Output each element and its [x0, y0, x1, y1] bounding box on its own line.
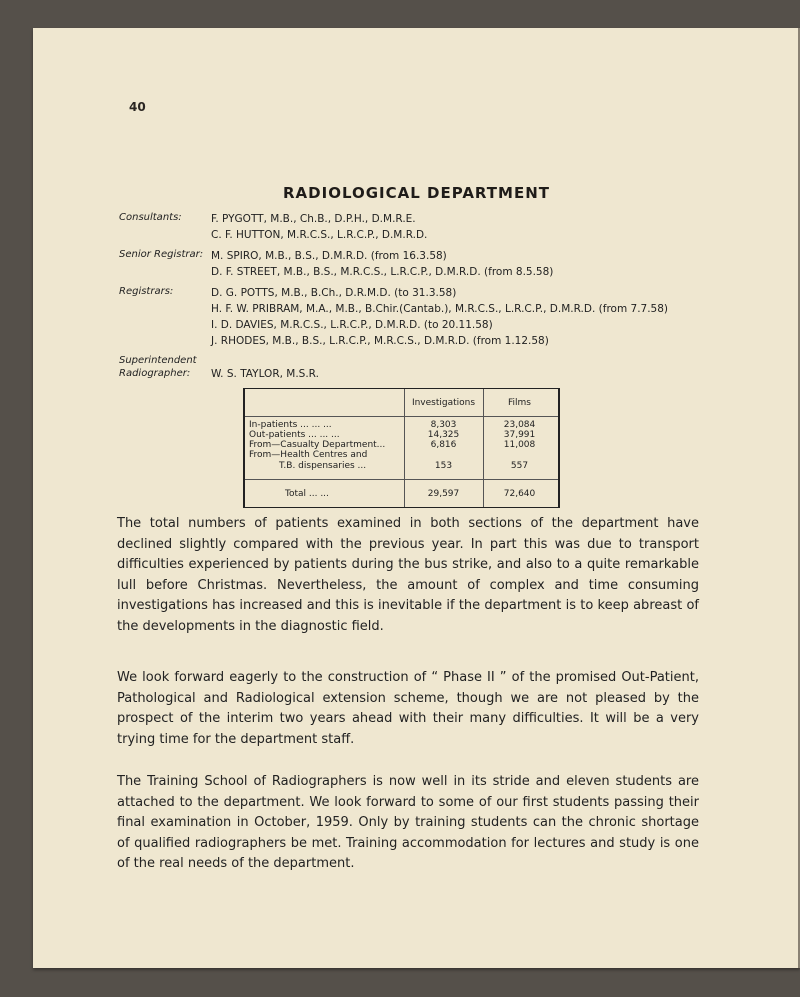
staff-name: C. F. HUTTON, M.R.C.S., L.R.C.P., D.M.R.D. [211, 229, 428, 241]
staff-name: F. PYGOTT, M.B., Ch.B., D.P.H., D.M.R.E. [211, 213, 416, 225]
staff-role: Registrars: [119, 286, 174, 297]
staff-name: D. G. POTTS, M.B., B.Ch., D.R.M.D. (to 31.3.58) [211, 287, 457, 299]
staff-role: Senior Registrar: [119, 249, 204, 260]
cell-value: 8,303 [430, 420, 457, 430]
staff-role: Consultants: [119, 212, 182, 223]
staff-name: J. RHODES, M.B., B.S., L.R.C.P., M.R.C.S., D.M.R.D. (from 1.12.58) [211, 335, 549, 347]
staff-role: Superintendent [119, 355, 197, 366]
staff-group-senior-registrar [119, 248, 668, 280]
staff-name: M. SPIRO, M.B., B.S., D.M.R.D. (from 16.3.58) [211, 250, 447, 262]
staff-role: Radiographer: [119, 368, 191, 379]
paragraph: The Training School of Radiographers is now well in its stride and eleven students are attached to the department. We look forward to some of our first students passing their final examination in October, 1959. Only by training students can the chronic shortage of qualified radiographers be met. Training accommodation for lectures and study is one of the real needs of the department. [117, 774, 699, 871]
row-label: From—Health Centres and [249, 450, 368, 460]
statistics-table [243, 388, 560, 508]
cell-value: 37,991 [503, 430, 536, 440]
cell-value: 6,816 [430, 440, 457, 450]
total-value: 72,640 [503, 489, 536, 499]
staff-name: D. F. STREET, M.B., B.S., M.R.C.S., L.R.C.P., D.M.R.D. (from 8.5.58) [211, 266, 554, 278]
staff-list [119, 211, 668, 382]
row-label: T.B. dispensaries ... [279, 461, 367, 471]
cell-value: 23,084 [503, 420, 536, 430]
cell-value: 11,008 [503, 440, 536, 450]
page-number: 40 [129, 100, 146, 114]
staff-group-consultants [119, 211, 668, 243]
page-title: RADIOLOGICAL DEPARTMENT [283, 184, 550, 202]
cell-value: 153 [434, 461, 453, 471]
staff-name: H. F. W. PRIBRAM, M.A., M.B., B.Chir.(Cantab.), M.R.C.S., L.R.C.P., D.M.R.D. (from 7.7.58) [211, 303, 669, 315]
column-header-films: Films [508, 398, 531, 408]
staff-name: W. S. TAYLOR, M.S.R. [211, 368, 319, 380]
paragraph: The total numbers of patients examined in both sections of the department have declined slightly compared with the previous year. In part this was due to transport difficulties experienced by patients during the bus strike, and also to a quite remarkable lull before Christmas. Nevertheless, the amount of complex and time consuming investigations has increased and this is inevitable if the department is to keep abreast of the developments in the diagnostic field. [117, 516, 699, 634]
cell-value: 557 [510, 461, 529, 471]
paragraph: We look forward eagerly to the construction of “ Phase II ” of the promised Out-Patient, Pathological and Radiological extension scheme, though we are not pleased by the prospect of the interim two years ahead with their many difficulties. It will be a very trying time for the department staff. [117, 670, 699, 747]
column-header-investigations: Investigations [411, 398, 476, 408]
row-label: From—Casualty Department... [249, 440, 386, 450]
total-label: Total ... ... [285, 489, 329, 499]
document-page [33, 28, 800, 968]
total-value: 29,597 [427, 489, 460, 499]
staff-group-registrars [119, 285, 668, 349]
row-label: Out-patients ... ... ... [249, 430, 340, 440]
staff-group-superintendent [119, 354, 668, 382]
staff-name: I. D. DAVIES, M.R.C.S., L.R.C.P., D.M.R.D. (to 20.11.58) [211, 319, 493, 331]
row-label: In-patients ... ... ... [249, 420, 332, 430]
cell-value: 14,325 [427, 430, 460, 440]
